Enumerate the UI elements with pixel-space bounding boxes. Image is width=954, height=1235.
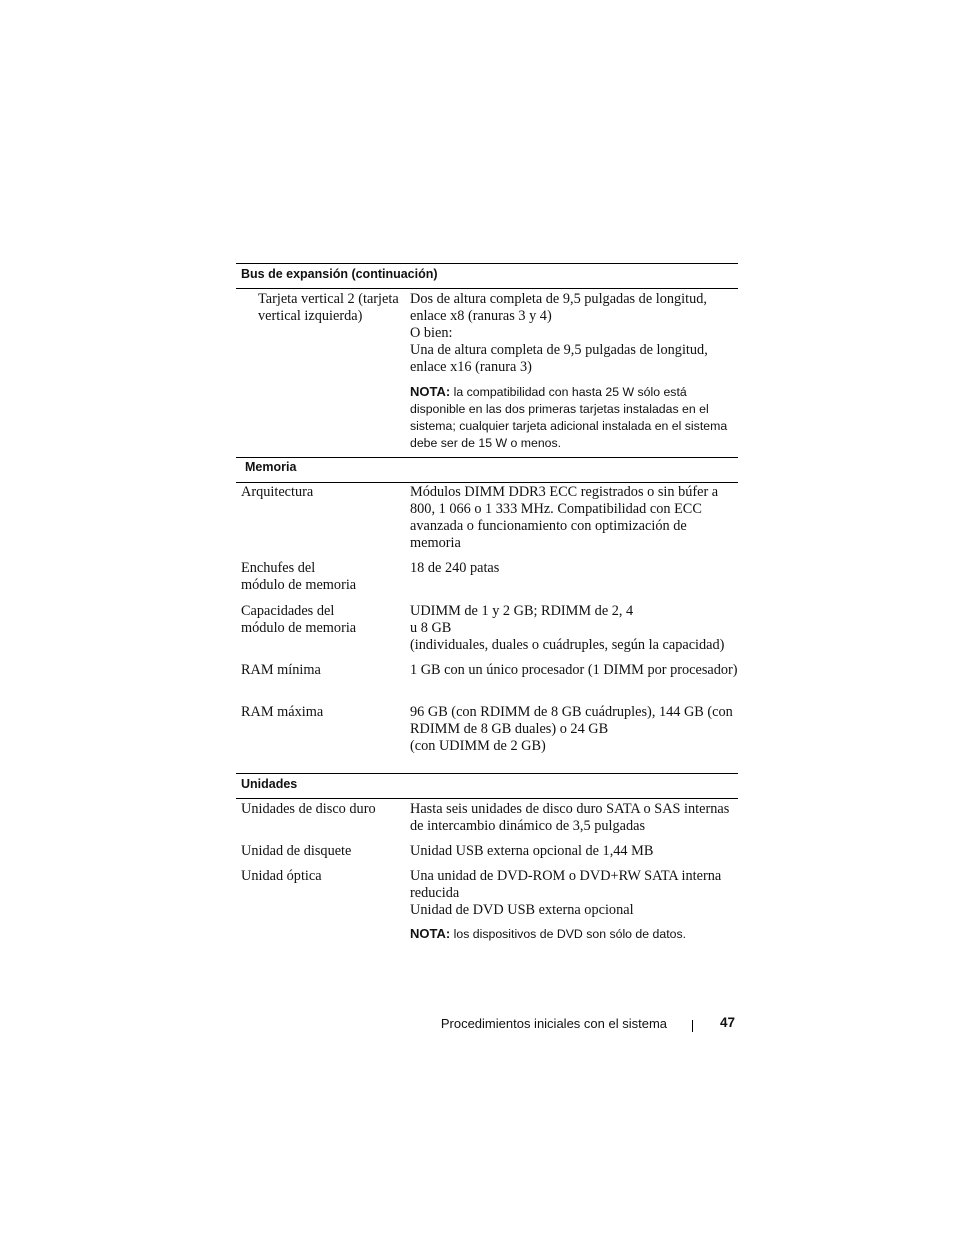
spec-value-capacidades: UDIMM de 1 y 2 GB; RDIMM de 2, 4 u 8 GB (individuales, duales o cuádruples, según la capacidad): [410, 603, 725, 653]
footer-chapter-title: Procedimientos iniciales con el sistema: [440, 1016, 667, 1031]
spec-label-optica: Unidad óptica: [241, 868, 322, 884]
section-title-unidades: Unidades: [241, 777, 298, 791]
rule-top-bus: [236, 263, 738, 264]
spec-label-disquete: Unidad de disquete: [241, 843, 352, 859]
spec-label-enchufes: Enchufes del módulo de memoria: [241, 560, 357, 593]
footer-separator: [692, 1020, 693, 1032]
spec-label-disco-duro: Unidades de disco duro: [241, 801, 376, 817]
spec-value-disco-duro: Hasta seis unidades de disco duro SATA o SAS internas de intercambio dinámico de 3,5 pulgadas: [410, 801, 730, 834]
note-dvd: [410, 925, 740, 943]
spec-value-disquete: Unidad USB externa opcional de 1,44 MB: [410, 843, 654, 859]
rule-memoria-header: [236, 482, 738, 483]
spec-value-optica: Una unidad de DVD-ROM o DVD+RW SATA interna reducida Unidad de DVD USB externa opcional: [410, 868, 722, 918]
spec-label-riser2: Tarjeta vertical 2 (tarjeta vertical izquierda): [258, 291, 399, 324]
page-number: 47: [719, 1015, 735, 1030]
spec-value-arquitectura: Módulos DIMM DDR3 ECC registrados o sin búfer a 800, 1 066 o 1 333 MHz. Compatibilidad con ECC avanzada o funcionamiento con optimización de memoria: [410, 484, 719, 551]
note-label: NOTA:: [410, 926, 451, 941]
rule-top-unidades: [236, 773, 738, 774]
spec-value-riser2: Dos de altura completa de 9,5 pulgadas de longitud, enlace x8 (ranuras 3 y 4) O bien: Una de altura completa de 9,5 pulgadas de longitud, enlace x16 (ranura 3): [410, 291, 708, 375]
note-riser-power: [410, 383, 740, 452]
spec-value-ram-maxima: 96 GB (con RDIMM de 8 GB cuádruples), 144 GB (con RDIMM de 8 GB duales) o 24 GB (con UDIMM de 2 GB): [410, 704, 733, 754]
spec-value-enchufes: 18 de 240 patas: [410, 560, 500, 576]
section-title-bus: Bus de expansión (continuación): [241, 267, 438, 281]
spec-label-ram-minima: RAM mínima: [241, 662, 321, 678]
note-label: NOTA:: [410, 384, 451, 399]
rule-top-memoria: [236, 457, 738, 458]
spec-label-capacidades: Capacidades del módulo de memoria: [241, 603, 357, 636]
note-text: la compatibilidad con hasta 25 W sólo está disponible en las dos primeras tarjetas instaladas en el sistema; cualquier tarjeta adicional instalada en el sistema debe ser de 15 W o menos.: [410, 385, 728, 450]
spec-label-arquitectura: Arquitectura: [241, 484, 314, 500]
rule-bus-header: [236, 288, 738, 289]
section-title-memoria: Memoria: [245, 460, 297, 474]
spec-value-ram-minima: 1 GB con un único procesador (1 DIMM por procesador): [410, 662, 738, 678]
spec-label-ram-maxima: RAM máxima: [241, 704, 324, 720]
rule-unidades-header: [236, 798, 738, 799]
note-text: los dispositivos de DVD son sólo de datos.: [453, 927, 687, 941]
